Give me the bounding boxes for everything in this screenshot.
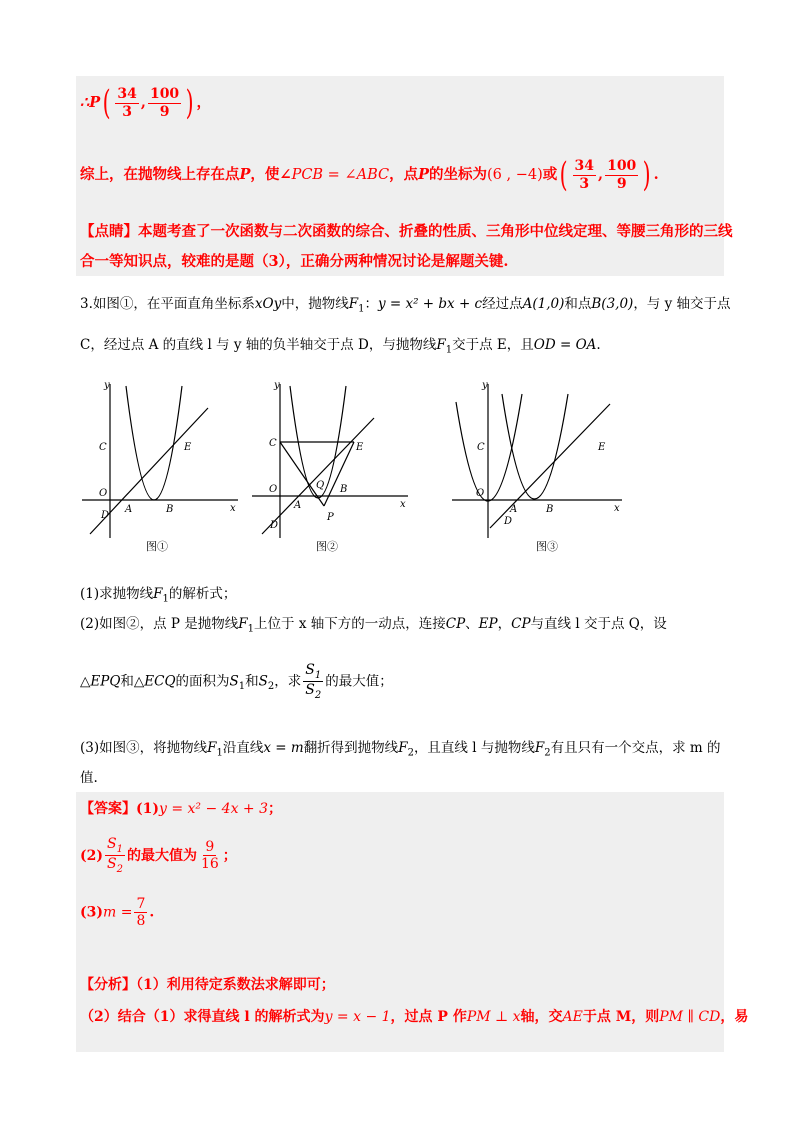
label-y: y — [104, 380, 110, 391]
text: 的面积为 — [175, 673, 230, 690]
math: PCB — [291, 167, 324, 183]
caption-fig2: 图② — [316, 540, 338, 553]
text: 于点 M，则 — [582, 1009, 660, 1025]
summary-line: 综上，在抛物线上存在点P，使∠PCB = ∠ABC，点P的坐标为(6 , −4)或( $\frac{34}{3}$ , $\frac{100}{9}$ ) . — [80, 155, 659, 195]
label-o: O — [99, 488, 108, 499]
line-l — [262, 418, 374, 534]
math: F — [398, 740, 408, 756]
question-3-line-2 — [80, 766, 98, 786]
math: P — [239, 166, 251, 183]
label-c: C — [269, 438, 277, 449]
frac-den: 3 — [122, 103, 133, 120]
answer-2: (2) $\frac{S_1}{S_2}$ 的最大值为 $\frac{9}{16}$ ； — [80, 836, 237, 876]
math: xOy — [254, 296, 282, 312]
frac-den: S — [305, 682, 315, 699]
punct: ， — [196, 94, 211, 111]
label-b: B — [546, 504, 554, 515]
label-x: x — [400, 499, 406, 510]
text: 上位于 x 轴下方的一动点，连接 — [254, 616, 446, 632]
label-o: O — [269, 484, 278, 495]
label-y: y — [274, 380, 280, 391]
text: C，经过点 A 的直线 l 与 y 轴的负半轴交于点 D，与抛物线 — [80, 337, 437, 353]
math: CP — [511, 616, 531, 632]
frac-den: 9 — [616, 175, 627, 192]
p-coordinate-line: ∴P( $\frac{34}{3}$ , $\frac{100}{9}$ ) ， — [80, 83, 211, 123]
analysis-2 — [80, 1006, 748, 1026]
problem-number: 3. — [80, 296, 93, 312]
caption-fig3: 图③ — [536, 540, 558, 553]
label-o: O — [476, 488, 485, 499]
label-a: A — [125, 504, 133, 515]
math: △EPQ — [80, 673, 121, 690]
math: P — [418, 166, 430, 183]
comment-text: 本题考查了一次函数与二次函数的综合、折叠的性质、三角形中位线定理、等腰三角形的三线 — [138, 223, 733, 240]
text: 和 — [120, 673, 134, 690]
math: F — [153, 586, 163, 602]
label-e: E — [598, 442, 606, 453]
text: 交于点 E，且 — [452, 337, 534, 353]
frac-num: S — [305, 662, 315, 678]
punct: ； — [222, 847, 237, 864]
frac-num: S — [107, 836, 117, 852]
label-d: D — [270, 520, 279, 531]
text: 和 — [245, 673, 259, 690]
text: 的解析式； — [168, 586, 237, 602]
math: △ECQ — [133, 673, 176, 690]
text: (2)如图②，点 P 是抛物线 — [80, 616, 239, 632]
text: 有且只有一个交点，求 m 的 — [550, 740, 721, 756]
math: ABC — [356, 167, 390, 183]
figure-1 — [80, 378, 245, 558]
text: ，与 y 轴交于点 — [633, 296, 731, 312]
label-x: x — [614, 503, 620, 514]
problem-line-2: C，经过点 A 的直线 l 与 y 轴的负半轴交于点 D，与抛物线$F_1$交于点 E，且OD = OA. — [80, 337, 601, 356]
text: 的最大值； — [325, 673, 393, 690]
text: ， — [497, 616, 512, 632]
text: 值. — [80, 770, 98, 786]
label-b: B — [340, 484, 348, 495]
comment-label: 【点睛】 — [80, 223, 138, 240]
math: CP — [445, 616, 466, 632]
caption-fig1: 图① — [146, 540, 168, 553]
math: AE — [562, 1009, 583, 1025]
label-q: Q — [316, 480, 325, 491]
frac-num: 100 — [607, 158, 637, 175]
math: PM ⊥ x — [466, 1009, 521, 1025]
math: x = m — [263, 740, 304, 756]
math: y = x² − 4x + 3 — [159, 801, 269, 817]
math: (6 , −4) — [487, 167, 543, 183]
label-a: A — [294, 500, 302, 511]
math: y = x − 1 — [324, 1009, 391, 1025]
math: B(3,0) — [591, 296, 634, 312]
text: 或 — [542, 166, 558, 183]
text: 和点 — [564, 296, 592, 312]
label-b: B — [166, 504, 174, 515]
math: EP — [478, 616, 498, 632]
parabola-f1 — [126, 386, 182, 500]
punct: . — [596, 337, 601, 353]
math: OD = OA — [533, 337, 597, 353]
label-d: D — [101, 510, 110, 521]
answer-3 — [80, 896, 154, 929]
math: A(1,0) — [522, 296, 565, 312]
label-y: y — [482, 380, 488, 391]
label-c: C — [99, 442, 107, 453]
frac-num: 9 — [205, 839, 215, 856]
text: 的最大值为 — [126, 847, 197, 864]
problem-line-1: 3.如图①，在平面直角坐标系xOy中，抛物线$F_1$：y = x² + bx + c经过点A(1,0)和点B(3,0)，与 y 轴交于点 — [80, 296, 731, 315]
text: ，过点 P 作 — [390, 1009, 467, 1025]
math: F — [207, 740, 217, 756]
question-3-line-1: (3)如图③，将抛物线$F_1$沿直线x = m翻折得到抛物线$F_2$，且直线 l 与抛物线$F_2$有且只有一个交点，求 m 的 — [80, 740, 721, 759]
math: S — [229, 673, 239, 690]
label-p: P — [327, 512, 334, 523]
frac-den: 16 — [200, 856, 219, 873]
math: PM ∥ CD — [659, 1009, 721, 1025]
math: F — [348, 296, 359, 312]
question-2-line-1: (2)如图②，点 P 是抛物线$F_1$上位于 x 轴下方的一动点，连接CP、EP，CP与直线 l 交于点 Q，设 — [80, 616, 667, 635]
text: （2）结合（1）求得直线 l 的解析式为 — [80, 1009, 325, 1025]
text: 综上，在抛物线上存在点 — [80, 166, 240, 183]
frac-den: 9 — [159, 103, 170, 120]
text: 经过点 — [482, 296, 523, 312]
therefore-p: ∴P — [80, 94, 101, 111]
math: F — [238, 616, 248, 632]
frac-den: 3 — [579, 175, 590, 192]
text: ，且直线 l 与抛物线 — [413, 740, 535, 756]
figure-3 — [450, 378, 630, 558]
text: ，求 — [274, 673, 302, 690]
text: (3) — [80, 904, 103, 921]
text: 如图①，在平面直角坐标系 — [92, 296, 255, 312]
figure-2 — [250, 378, 415, 558]
question-1: (1)求抛物线$F_1$的解析式； — [80, 586, 237, 605]
punct: ； — [268, 801, 283, 817]
text: 翻折得到抛物线 — [303, 740, 399, 756]
label-e: E — [356, 442, 364, 453]
frac-num: 7 — [136, 896, 146, 912]
math: F — [436, 337, 446, 353]
text: (2) — [80, 847, 103, 864]
text: ，易 — [720, 1009, 749, 1025]
text: (3)如图③，将抛物线 — [80, 740, 208, 756]
answer-1 — [80, 798, 282, 818]
label-e: E — [184, 442, 192, 453]
frac-den: 8 — [136, 913, 146, 930]
frac-num: 34 — [117, 86, 137, 103]
analysis-1 — [80, 974, 335, 994]
analysis-label: 【分析】 — [80, 977, 136, 993]
punct: . — [149, 904, 155, 921]
text: 、 — [465, 616, 479, 632]
frac-num: 100 — [149, 86, 180, 103]
label-x: x — [230, 503, 236, 514]
comment-line-2 — [80, 250, 508, 271]
text: 的坐标为 — [429, 166, 488, 183]
text: ： — [364, 296, 378, 312]
math: S — [258, 673, 268, 690]
label-c: C — [477, 442, 485, 453]
text: （1）利用待定系数法求解即可； — [136, 977, 335, 993]
answer-label: 【答案】 — [80, 801, 136, 817]
punct: . — [653, 166, 659, 183]
label-d: D — [504, 516, 513, 527]
math: m = — [103, 904, 133, 921]
text: ，使∠ — [250, 166, 292, 183]
parabola-f1 — [502, 394, 568, 499]
text: = ∠ — [323, 167, 357, 183]
text: 沿直线 — [222, 740, 264, 756]
comment-text: 合一等知识点，较难的是题（3），正确分两种情况讨论是解题关键. — [80, 253, 509, 270]
question-2-line-2: △EPQ和△ECQ的面积为$S_1$和$S_2$，求 $\frac{S_1}{S_2}$ 的最大值； — [80, 662, 393, 702]
text: (1)求抛物线 — [80, 586, 154, 602]
text: (1) — [136, 801, 159, 817]
math: y = x² + bx + c — [377, 296, 483, 312]
comment-line-1 — [80, 220, 733, 241]
text: 中，抛物线 — [281, 296, 349, 312]
math: F — [534, 740, 545, 756]
text: ，点 — [389, 166, 419, 183]
text: 与直线 l 交于点 Q，设 — [530, 616, 667, 632]
frac-den: S — [107, 856, 117, 873]
frac-num: 34 — [574, 158, 595, 175]
text: 轴，交 — [520, 1009, 563, 1025]
label-a: A — [510, 504, 518, 515]
